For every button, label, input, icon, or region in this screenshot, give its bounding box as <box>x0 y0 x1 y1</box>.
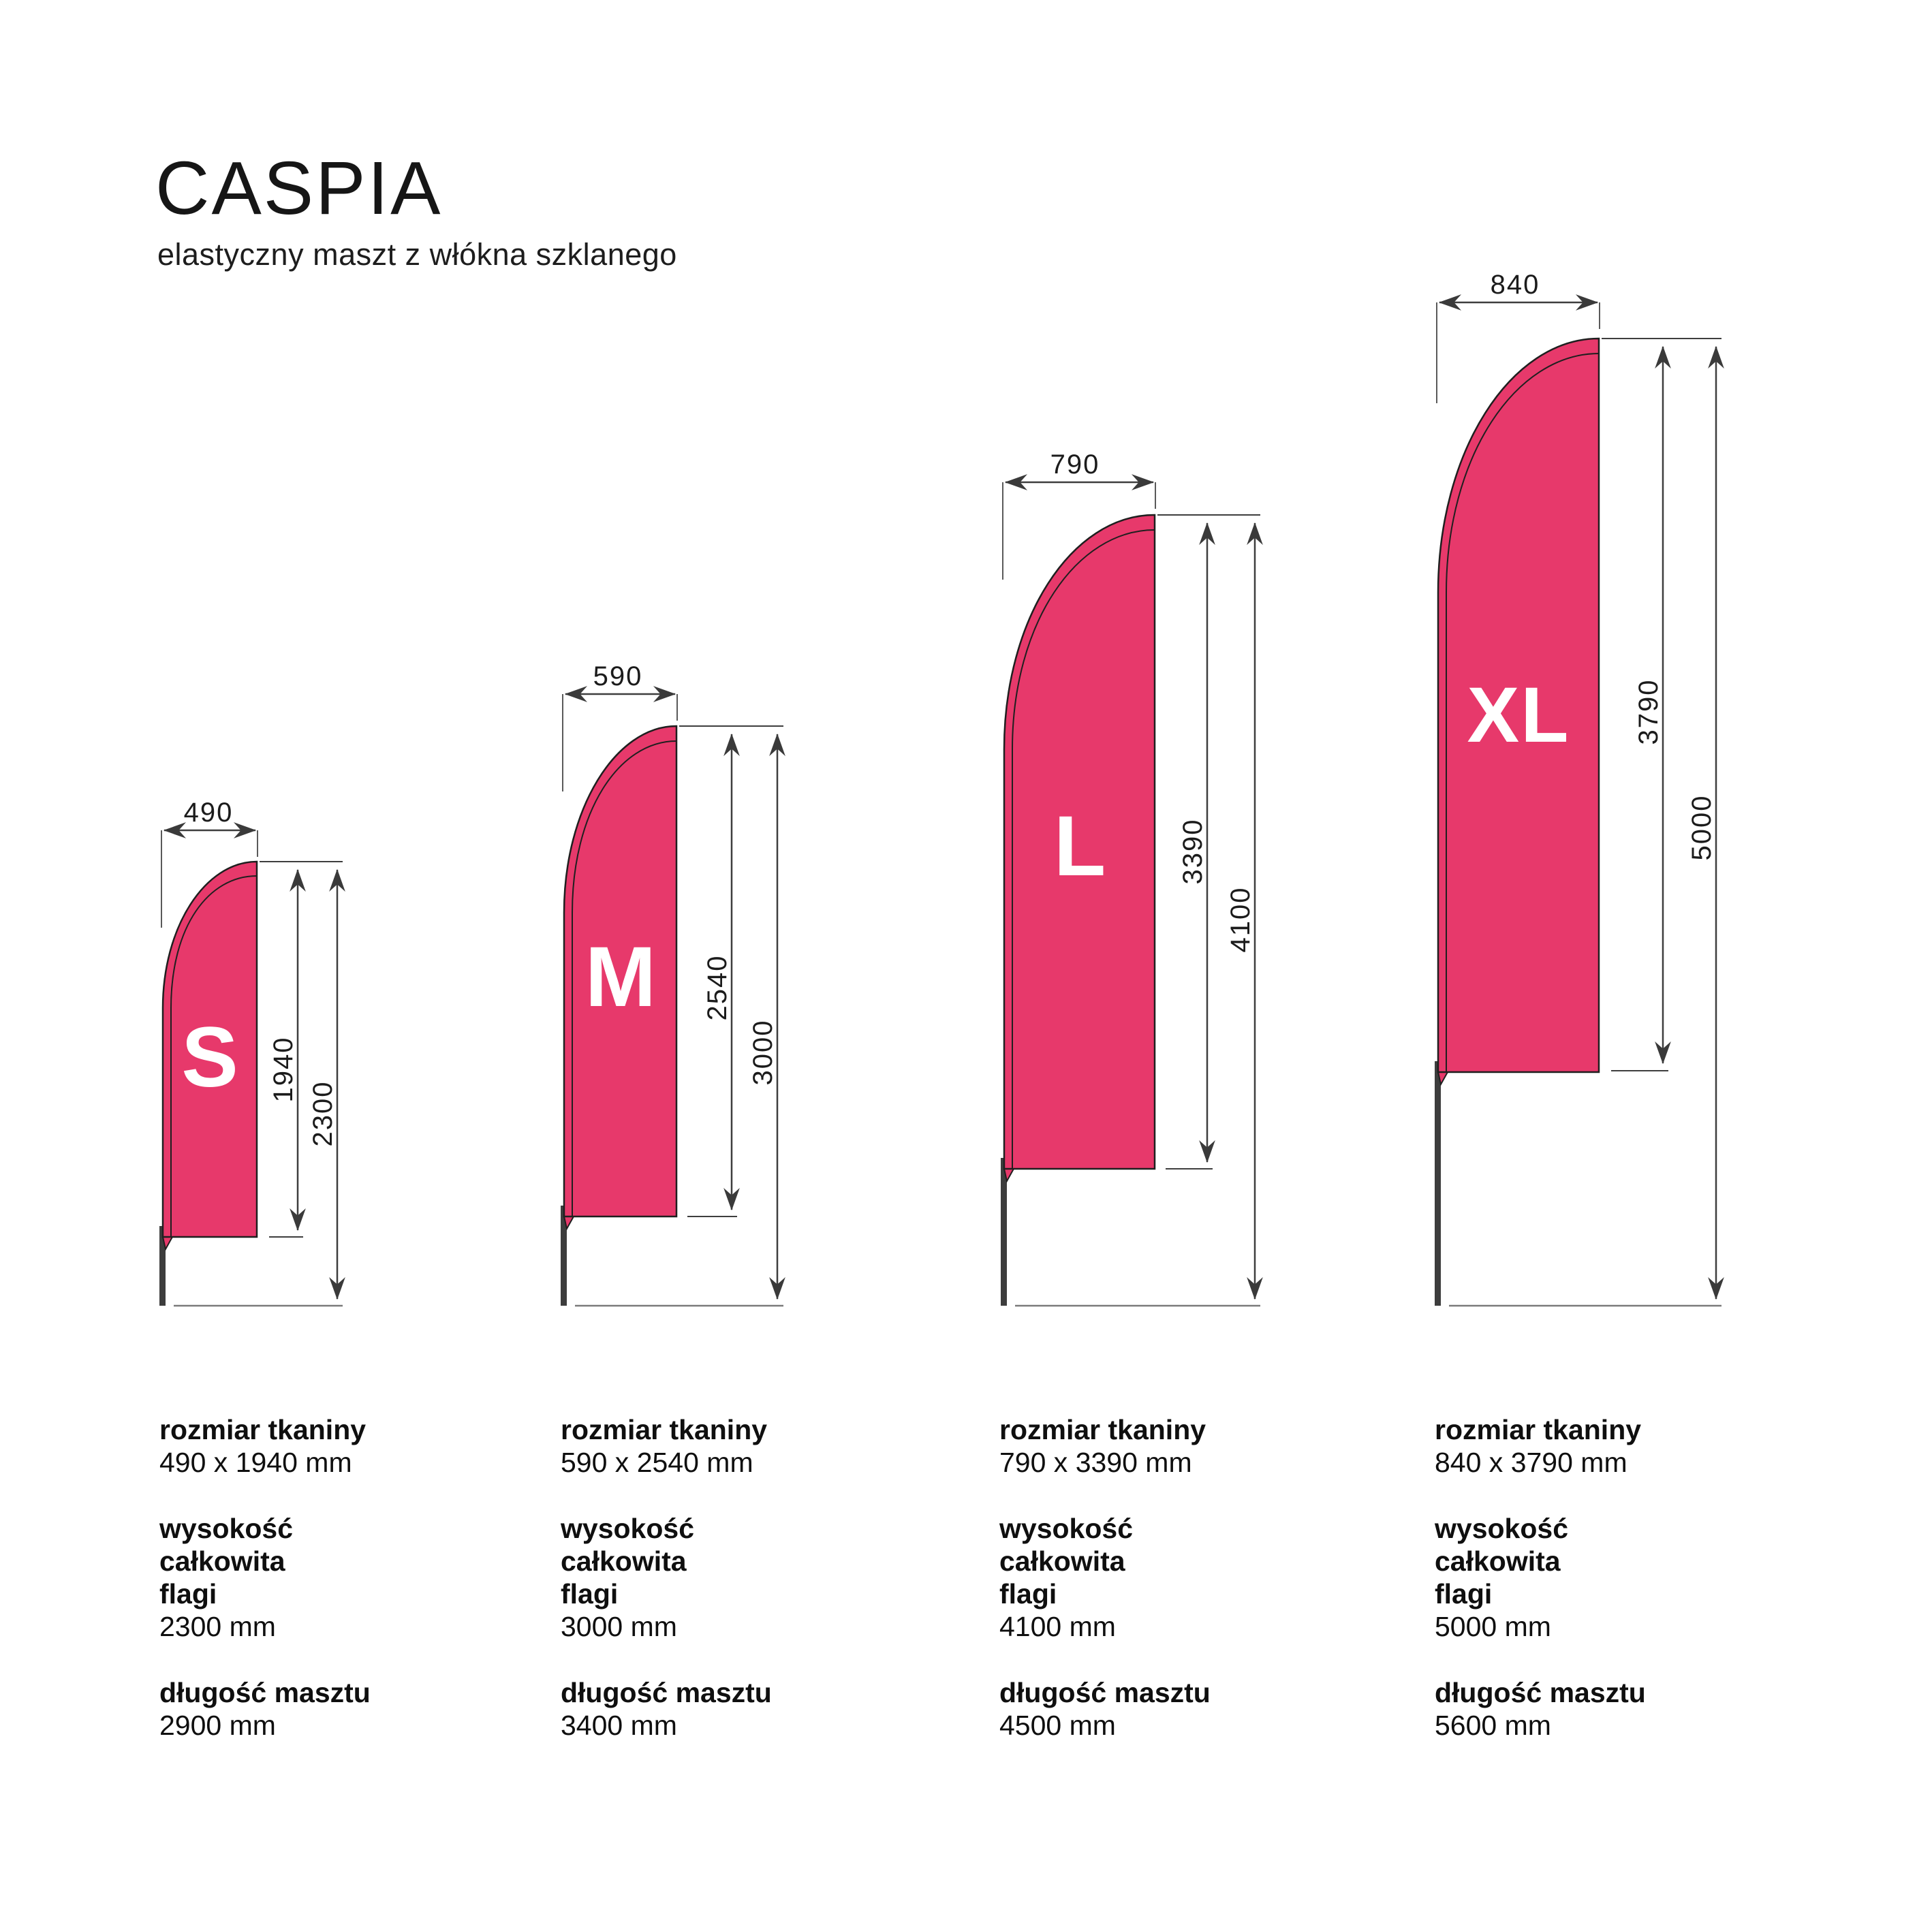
spec-height-heading-line2: flagi <box>999 1578 1057 1610</box>
flag-l-total-height-label: 4100 <box>1226 886 1256 953</box>
flag-group-s <box>159 798 343 1306</box>
page-title: CASPIA <box>155 146 443 230</box>
flag-xl-width-label: 840 <box>1490 270 1540 300</box>
flag-xl-total-height-label: 5000 <box>1687 794 1717 861</box>
spec-height-heading-line2: flagi <box>1435 1578 1493 1610</box>
spec-height-section <box>999 1512 1251 1643</box>
spec-column-m <box>561 1413 813 1775</box>
flag-group-l <box>1001 450 1260 1306</box>
spec-mast-section <box>561 1676 813 1742</box>
spec-mast-heading: długość masztu <box>159 1677 371 1708</box>
spec-height-value: 4100 mm <box>999 1611 1116 1642</box>
flag-xl-fabric-height-label: 3790 <box>1634 678 1664 745</box>
flag-l-fabric-height-label: 3390 <box>1178 818 1208 885</box>
spec-fabric-section <box>1435 1413 1687 1479</box>
page-subtitle: elastyczny maszt z włókna szklanego <box>157 237 677 272</box>
flag-s-width-label: 490 <box>183 798 234 828</box>
flag-m-width-label: 590 <box>593 661 643 691</box>
spec-height-value: 3000 mm <box>561 1611 677 1642</box>
spec-mast-value: 3400 mm <box>561 1710 677 1741</box>
spec-fabric-heading: rozmiar tkaniny <box>561 1414 768 1445</box>
spec-column-l <box>999 1413 1251 1775</box>
spec-fabric-section <box>561 1413 813 1479</box>
flag-m-total-height-label: 3000 <box>748 1019 778 1086</box>
spec-height-section <box>561 1512 813 1643</box>
spec-height-value: 5000 mm <box>1435 1611 1551 1642</box>
spec-height-value: 2300 mm <box>159 1611 276 1642</box>
flag-group-m <box>561 661 783 1306</box>
flag-l-width-label: 790 <box>1050 450 1100 480</box>
spec-fabric-heading: rozmiar tkaniny <box>159 1414 367 1445</box>
spec-height-section <box>1435 1512 1687 1643</box>
spec-fabric-value: 490 x 1940 mm <box>159 1447 352 1478</box>
spec-fabric-section <box>159 1413 411 1479</box>
flag-m-letter: M <box>585 930 657 1024</box>
spec-height-heading-line1: wysokość całkowita <box>561 1513 694 1577</box>
flag-s-letter: S <box>181 1010 238 1105</box>
spec-mast-section <box>159 1676 411 1742</box>
spec-mast-heading: długość masztu <box>999 1677 1211 1708</box>
flag-l-pole <box>1001 1158 1007 1306</box>
spec-mast-section <box>999 1676 1251 1742</box>
flag-s-total-height-label: 2300 <box>308 1080 338 1147</box>
spec-mast-heading: długość masztu <box>1435 1677 1646 1708</box>
spec-fabric-value: 590 x 2540 mm <box>561 1447 753 1478</box>
spec-height-section <box>159 1512 411 1643</box>
flag-m-fabric-height-label: 2540 <box>702 954 732 1021</box>
spec-height-heading-line1: wysokość całkowita <box>999 1513 1133 1577</box>
spec-fabric-value: 790 x 3390 mm <box>999 1447 1192 1478</box>
spec-height-heading-line2: flagi <box>561 1578 619 1610</box>
flag-group-xl <box>1435 270 1721 1306</box>
spec-mast-value: 2900 mm <box>159 1710 276 1741</box>
spec-height-heading-line2: flagi <box>159 1578 217 1610</box>
spec-mast-value: 4500 mm <box>999 1710 1116 1741</box>
spec-fabric-value: 840 x 3790 mm <box>1435 1447 1627 1478</box>
spec-height-heading-line1: wysokość całkowita <box>1435 1513 1568 1577</box>
spec-mast-section <box>1435 1676 1687 1742</box>
spec-column-xl <box>1435 1413 1687 1775</box>
spec-fabric-section <box>999 1413 1251 1479</box>
flag-xl-pole <box>1435 1061 1441 1306</box>
spec-height-heading-line1: wysokość całkowita <box>159 1513 293 1577</box>
flag-l-letter: L <box>1053 799 1106 894</box>
spec-fabric-heading: rozmiar tkaniny <box>999 1414 1206 1445</box>
flag-s-fabric-height-label: 1940 <box>268 1036 298 1103</box>
flag-xl-letter: XL <box>1467 672 1570 759</box>
spec-fabric-heading: rozmiar tkaniny <box>1435 1414 1642 1445</box>
spec-column-s <box>159 1413 411 1775</box>
spec-mast-value: 5600 mm <box>1435 1710 1551 1741</box>
spec-mast-heading: długość masztu <box>561 1677 772 1708</box>
